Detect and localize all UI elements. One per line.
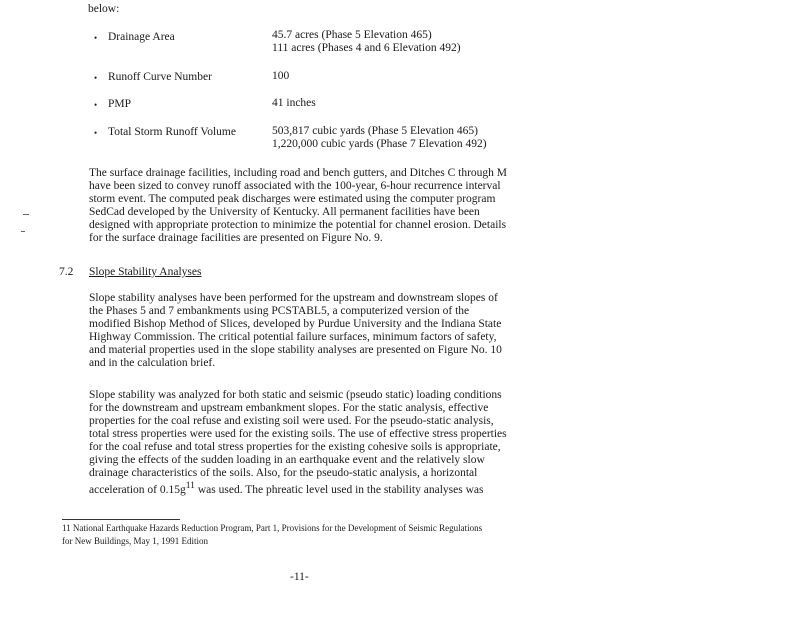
text-line: drainage characteristics of the soils. Also, for the pseudo-static analysis, a horizontal (89, 467, 478, 479)
text-line: Slope stability analyses have been performed for the upstream and downstream slopes of (89, 292, 498, 304)
text-line-with-superscript: acceleration of $0.15g^{11}$ was used. The phreatic level used in the stability analyses was (89, 480, 484, 496)
text-line: properties for the coal refuse and existing soil were used. For the pseudo-static analysis, (89, 415, 494, 427)
footnote-rule (62, 519, 180, 520)
param-label-pmp: PMP (108, 98, 132, 110)
param-value-runoff-curve: 100 (272, 70, 290, 82)
param-label-runoff-volume: Total Storm Runoff Volume (108, 126, 236, 138)
text-line: and in the calculation brief. (89, 357, 216, 369)
param-label-drainage-area: Drainage Area (108, 31, 175, 43)
text-line: for the coal refuse and total stress properties for the existing cohesive soils is appropriate, (89, 441, 501, 453)
section-number: 7.2 (59, 266, 74, 278)
bullet-icon: • (94, 128, 98, 138)
top-fragment: below: (88, 3, 120, 15)
param-value-drainage-area-2: 111 acres (Phases 4 and 6 Elevation 492) (272, 42, 461, 54)
param-value-pmp: 41 inches (272, 97, 316, 109)
footnote-line: 11 National Earthquake Hazards Reduction Program, Part 1, Provisions for the Development of Seismic Regulations (62, 523, 483, 533)
text-line: the Phases 5 and 7 embankments using PCSTABL5, a computerized version of the (89, 305, 470, 317)
bullet-icon: • (94, 100, 98, 110)
param-value-runoff-volume-2: 1,220,000 cubic yards (Phase 7 Elevation 492) (272, 138, 487, 150)
margin-mark (21, 231, 25, 232)
text-line: and material properties used in the slope stability analyses are presented on Figure No. 10 (89, 344, 502, 356)
param-value-runoff-volume-1: 503,817 cubic yards (Phase 5 Elevation 465) (272, 125, 478, 137)
text-line: total stress properties were used for the existing soils. The use of effective stress properties (89, 428, 507, 440)
text-line: SedCad developed by the University of Kentucky. All permanent facilities have been (89, 206, 480, 218)
param-label-runoff-curve: Runoff Curve Number (108, 71, 212, 83)
text-line: designed with appropriate protection to minimize the potential for channel erosion. Details (89, 219, 507, 231)
text-line: storm event. The computed peak discharges were estimated using the computer program (89, 193, 496, 205)
text-line: giving the effects of the sudden loading in an earthquake event and the relatively slow (89, 454, 485, 466)
margin-mark (23, 214, 29, 215)
footnote-line: for New Buildings, May 1, 1991 Edition (62, 536, 208, 546)
text-line: Slope stability was analyzed for both static and seismic (pseudo static) loading conditions (89, 389, 502, 401)
page-number: -11- (290, 571, 309, 583)
text-line: modified Bishop Method of Slices, developed by Purdue University and the Indiana State (89, 318, 502, 330)
text-line: for the surface drainage facilities are presented on Figure No. 9. (89, 232, 383, 244)
text-line: for the downstream and upstream embankment slopes. For the static analysis, effective (89, 402, 489, 414)
section-title: Slope Stability Analyses (89, 266, 202, 278)
param-value-drainage-area-1: 45.7 acres (Phase 5 Elevation 465) (272, 29, 432, 41)
text-line: have been sized to convey runoff associated with the 100-year, 6-hour recurrence interval (89, 180, 501, 192)
text-line: Highway Commission. The critical potential failure surfaces, minimum factors of safety, (89, 331, 497, 343)
text-line: The surface drainage facilities, including road and bench gutters, and Ditches C through M (89, 167, 508, 179)
bullet-icon: • (94, 33, 98, 43)
bullet-icon: • (94, 73, 98, 83)
